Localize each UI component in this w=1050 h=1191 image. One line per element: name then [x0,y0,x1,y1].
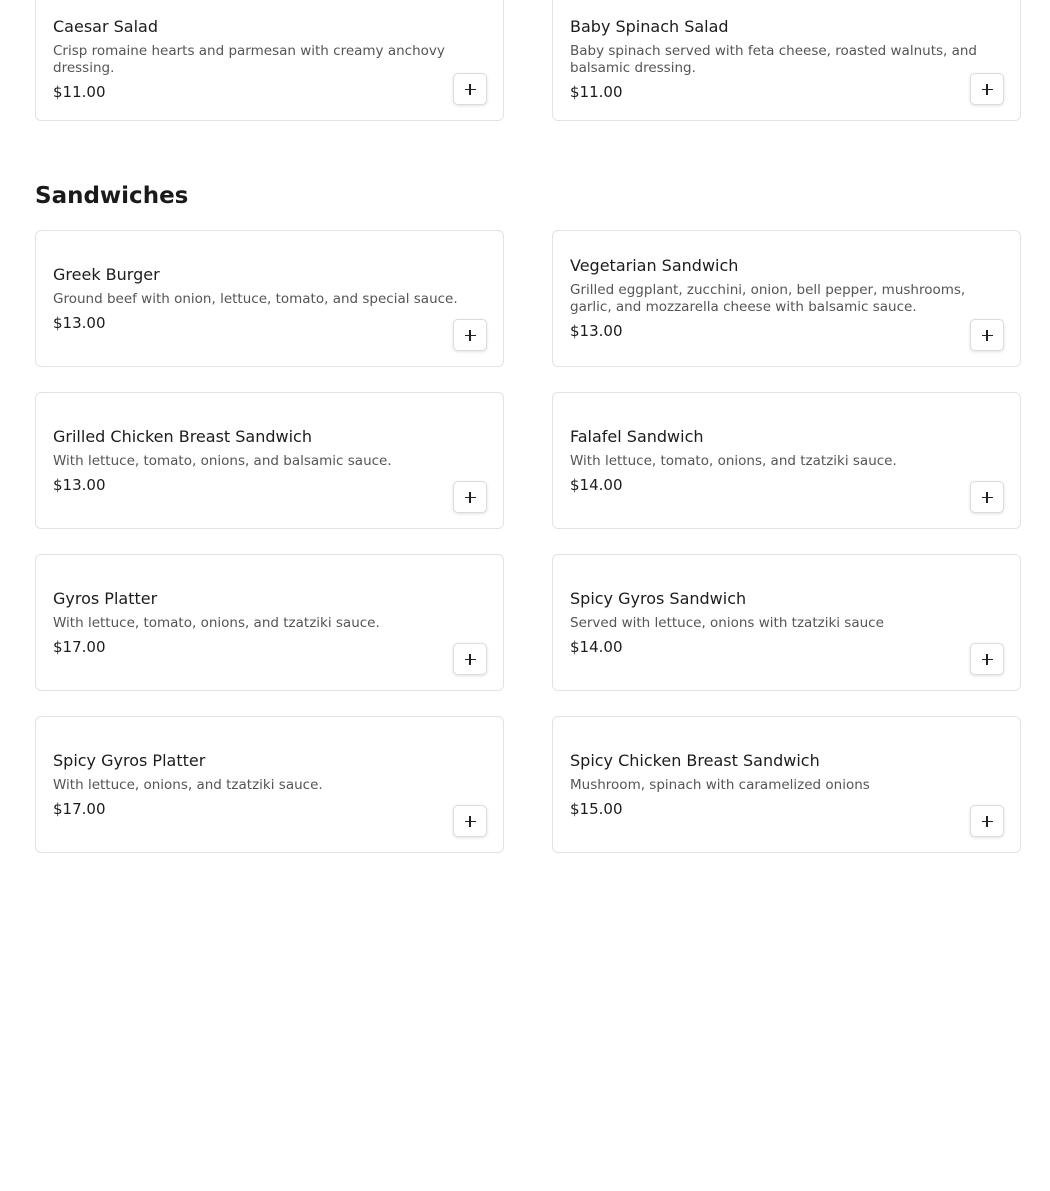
add-to-cart-button[interactable] [453,481,487,513]
item-name: Greek Burger [53,264,160,284]
item-price: $15.00 [570,799,623,818]
item-price: $14.00 [570,637,623,656]
plus-icon [982,654,993,665]
add-to-cart-button[interactable] [970,319,1004,351]
add-to-cart-button[interactable] [453,805,487,837]
item-price: $11.00 [53,83,106,101]
item-description: With lettuce, tomato, onions, and tzatziki sauce. [570,452,897,469]
item-name: Grilled Chicken Breast Sandwich [53,426,312,446]
item-name: Falafel Sandwich [570,426,704,446]
item-price: $17.00 [53,799,106,818]
item-price: $13.00 [53,475,106,494]
add-to-cart-button[interactable] [970,73,1004,105]
item-price: $13.00 [570,322,623,340]
add-to-cart-button[interactable] [970,805,1004,837]
menu-item-card[interactable] [552,0,1021,121]
item-price: $17.00 [53,637,106,656]
salads-grid [35,0,1021,121]
add-to-cart-button[interactable] [453,319,487,351]
item-description: Crisp romaine hearts and parmesan with creamy anchovy dressing. [53,43,445,76]
plus-icon [465,816,476,827]
item-name: Spicy Gyros Platter [53,750,206,770]
plus-icon [465,654,476,665]
menu-item-card[interactable] [35,554,504,691]
item-price: $11.00 [570,83,623,101]
plus-icon [465,330,476,341]
item-name: Gyros Platter [53,588,158,608]
item-name: Vegetarian Sandwich [570,256,739,275]
plus-icon [982,330,993,341]
plus-icon [982,492,993,503]
item-price: $13.00 [53,313,106,332]
add-to-cart-button[interactable] [970,643,1004,675]
menu-item-card[interactable] [35,716,504,853]
plus-icon [465,84,476,95]
plus-icon [982,816,993,827]
item-description: Mushroom, spinach with caramelized onions [570,776,870,793]
menu-item-card[interactable] [552,716,1021,853]
item-description: With lettuce, tomato, onions, and tzatziki sauce. [53,614,380,631]
menu-item-card[interactable] [35,392,504,529]
item-name: Caesar Salad [53,17,158,36]
add-to-cart-button[interactable] [453,643,487,675]
menu-item-card[interactable] [35,230,504,367]
item-name: Spicy Gyros Sandwich [570,588,747,608]
menu-item-card[interactable] [552,392,1021,529]
item-description: Baby spinach served with feta cheese, roasted walnuts, and balsamic dressing. [570,43,978,76]
menu-item-card[interactable] [552,230,1021,367]
item-name: Baby Spinach Salad [570,17,729,36]
item-description: Served with lettuce, onions with tzatziki sauce [570,614,884,631]
item-description: Grilled eggplant, zucchini, onion, bell pepper, mushrooms, garlic, and mozzarella cheese with balsamic sauce. [570,282,966,315]
sandwiches-grid [35,230,1021,853]
item-description: Ground beef with onion, lettuce, tomato, and special sauce. [53,290,458,307]
add-to-cart-button[interactable] [970,481,1004,513]
menu-item-card[interactable] [35,0,504,121]
item-description: With lettuce, tomato, onions, and balsamic sauce. [53,452,392,469]
section-title-sandwiches: Sandwiches [35,183,189,209]
item-price: $14.00 [570,475,623,494]
plus-icon [465,492,476,503]
item-description: With lettuce, onions, and tzatziki sauce. [53,776,323,793]
menu-item-card[interactable] [552,554,1021,691]
item-name: Spicy Chicken Breast Sandwich [570,750,820,770]
add-to-cart-button[interactable] [453,73,487,105]
plus-icon [982,84,993,95]
